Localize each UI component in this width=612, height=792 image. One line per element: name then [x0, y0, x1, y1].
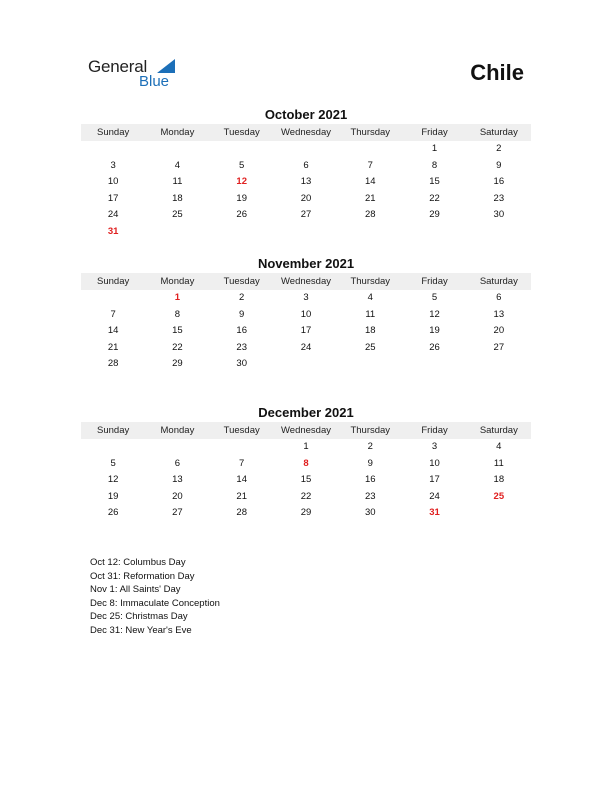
- country-title: Chile: [470, 60, 524, 85]
- day-cell: 18: [364, 325, 376, 336]
- day-cell: 28: [107, 358, 119, 369]
- day-cell: [338, 356, 402, 373]
- day-cell: 10: [107, 176, 119, 187]
- day-cell: 10: [300, 308, 312, 320]
- day-cell: 1: [431, 143, 438, 154]
- day-cell: 16: [364, 474, 376, 485]
- weekday-label: Tuesday: [223, 276, 260, 287]
- day-cell: 11: [365, 308, 376, 320]
- day-cell: 20: [493, 325, 505, 336]
- weekday-header-row: [81, 124, 531, 141]
- holiday-day-cell: 31: [429, 507, 440, 518]
- day-cell: 17: [107, 192, 119, 204]
- day-cell: 21: [364, 192, 376, 204]
- day-cell: 18: [172, 192, 183, 204]
- holiday-note: Nov 1: All Saints' Day: [90, 584, 181, 595]
- weekday-header-row: [81, 422, 531, 439]
- day-cell: 2: [367, 441, 373, 452]
- day-cell: 15: [172, 325, 183, 336]
- day-cell: 22: [429, 192, 440, 204]
- day-cell: 3: [431, 441, 438, 452]
- day-cell: 6: [303, 159, 309, 171]
- day-cell: [210, 439, 274, 456]
- weekday-label: Sunday: [97, 127, 130, 138]
- weekday-label: Thursday: [350, 276, 391, 287]
- day-cell: 15: [429, 176, 440, 187]
- day-cell: 18: [493, 474, 505, 485]
- holiday-note: Dec 31: New Year's Eve: [90, 624, 192, 636]
- holiday-day-cell: 8: [303, 457, 309, 469]
- day-cell: 15: [300, 474, 312, 485]
- day-cell: 29: [172, 358, 183, 369]
- week-row: [81, 340, 531, 357]
- day-cell: 24: [429, 490, 440, 502]
- weekday-label: Monday: [160, 127, 195, 138]
- day-cell: [274, 224, 338, 241]
- day-cell: 20: [172, 490, 183, 502]
- day-cell: [402, 224, 466, 241]
- day-cell: 26: [107, 507, 119, 518]
- day-cell: 3: [303, 292, 309, 303]
- day-cell: 4: [367, 292, 373, 303]
- day-cell: [81, 290, 145, 307]
- weekday-label: Tuesday: [223, 127, 260, 138]
- weekday-label: Saturday: [479, 276, 518, 287]
- holiday-day-cell: 1: [174, 292, 181, 303]
- day-cell: 25: [364, 341, 376, 353]
- day-cell: [81, 141, 145, 158]
- week-row: [81, 307, 531, 324]
- day-cell: [467, 356, 531, 373]
- day-cell: [81, 439, 145, 456]
- logo-triangle-icon: [157, 59, 175, 73]
- day-cell: 23: [236, 341, 247, 353]
- weekday-label: Monday: [160, 425, 195, 436]
- month-calendar-december: [81, 404, 531, 522]
- day-cell: 4: [174, 159, 181, 171]
- week-row: [81, 174, 531, 191]
- day-cell: 9: [367, 457, 373, 469]
- day-cell: 6: [496, 292, 502, 303]
- day-cell: [274, 141, 338, 158]
- day-cell: 2: [496, 143, 502, 154]
- day-cell: 25: [172, 209, 183, 220]
- day-cell: 11: [493, 457, 504, 469]
- day-cell: 26: [236, 209, 247, 220]
- day-cell: 12: [107, 474, 119, 485]
- day-cell: [338, 141, 402, 158]
- day-cell: 16: [493, 176, 505, 187]
- weekday-label: Wednesday: [280, 425, 331, 436]
- week-row: [81, 439, 531, 456]
- week-row: [81, 224, 531, 241]
- day-cell: 12: [429, 308, 440, 320]
- week-row: [81, 141, 531, 158]
- day-cell: 27: [493, 341, 505, 353]
- day-cell: [274, 356, 338, 373]
- day-cell: 10: [429, 457, 440, 469]
- weekday-label: Monday: [160, 276, 195, 287]
- day-cell: [210, 224, 274, 241]
- week-row: [81, 472, 531, 489]
- day-cell: 6: [174, 457, 181, 469]
- weekday-label: Sunday: [97, 276, 130, 287]
- day-cell: 9: [239, 308, 245, 320]
- week-row: [81, 158, 531, 175]
- holiday-note: Oct 31: Reformation Day: [90, 570, 195, 582]
- day-cell: [467, 505, 531, 522]
- day-cell: 30: [364, 507, 376, 518]
- day-cell: 19: [429, 325, 440, 336]
- week-row: [81, 456, 531, 473]
- weekday-label: Saturday: [479, 425, 518, 436]
- day-cell: 7: [239, 457, 245, 469]
- week-row: [81, 356, 531, 373]
- day-cell: 30: [493, 209, 505, 220]
- week-row: [81, 505, 531, 522]
- generalblue-logo: [88, 55, 198, 91]
- holiday-note: Oct 12: Columbus Day: [90, 557, 186, 568]
- month-title: December 2021: [258, 405, 354, 420]
- day-cell: 20: [300, 192, 312, 204]
- day-cell: 17: [300, 325, 312, 336]
- day-cell: 28: [364, 209, 376, 220]
- day-cell: 29: [429, 209, 440, 220]
- holiday-note: Dec 8: Immaculate Conception: [90, 597, 220, 609]
- day-cell: 8: [174, 308, 181, 320]
- day-cell: 21: [107, 341, 119, 353]
- day-cell: 14: [107, 325, 119, 336]
- weekday-label: Tuesday: [223, 425, 260, 436]
- weekday-label: Thursday: [350, 127, 391, 138]
- day-cell: 7: [367, 159, 373, 171]
- day-cell: 8: [431, 159, 438, 171]
- day-cell: 1: [303, 441, 309, 452]
- day-cell: 17: [429, 474, 440, 485]
- holiday-day-cell: 25: [493, 490, 505, 502]
- day-cell: 30: [236, 358, 247, 369]
- day-cell: 29: [300, 507, 312, 518]
- month-calendar-october: [81, 106, 531, 240]
- day-cell: 26: [429, 341, 440, 353]
- day-cell: 11: [172, 176, 183, 187]
- day-cell: [467, 224, 531, 241]
- day-cell: [402, 356, 466, 373]
- day-cell: [210, 141, 274, 158]
- logo-text-blue: Blue: [139, 73, 170, 90]
- weekday-header-row: [81, 273, 531, 290]
- holiday-notes-list: [90, 556, 220, 637]
- day-cell: 19: [107, 490, 119, 502]
- logo-text-general: General: [88, 57, 148, 76]
- day-cell: [145, 224, 209, 241]
- month-title: October 2021: [264, 107, 348, 122]
- weekday-label: Friday: [421, 425, 448, 436]
- day-cell: [145, 439, 209, 456]
- weekday-label: Thursday: [350, 425, 391, 436]
- day-cell: 28: [236, 507, 247, 518]
- day-cell: 27: [300, 209, 312, 220]
- weekday-label: Saturday: [479, 127, 518, 138]
- day-cell: 16: [236, 325, 247, 336]
- holiday-note: Dec 25: Christmas Day: [90, 611, 188, 622]
- day-cell: [338, 224, 402, 241]
- day-cell: 14: [236, 474, 247, 485]
- holiday-day-cell: 12: [236, 176, 247, 187]
- day-cell: 23: [493, 192, 505, 204]
- day-cell: 21: [236, 490, 247, 502]
- day-cell: 22: [172, 341, 183, 353]
- day-cell: 3: [110, 159, 116, 171]
- day-cell: 5: [239, 159, 245, 171]
- holiday-day-cell: 31: [107, 225, 119, 237]
- day-cell: 27: [172, 507, 183, 518]
- day-cell: 13: [300, 176, 312, 187]
- week-row: [81, 290, 531, 307]
- week-row: [81, 323, 531, 340]
- day-cell: 23: [364, 490, 376, 502]
- day-cell: [145, 141, 209, 158]
- month-title: November 2021: [257, 256, 355, 271]
- day-cell: 19: [236, 192, 247, 204]
- weekday-label: Wednesday: [280, 276, 331, 287]
- day-cell: 24: [107, 209, 119, 220]
- weekday-label: Friday: [421, 127, 448, 138]
- day-cell: 5: [431, 292, 438, 303]
- day-cell: 24: [300, 341, 312, 353]
- day-cell: 7: [110, 308, 116, 320]
- day-cell: 14: [364, 176, 376, 187]
- weekday-label: Friday: [421, 276, 448, 287]
- day-cell: 13: [172, 474, 183, 485]
- weekday-label: Wednesday: [280, 127, 331, 138]
- weekday-label: Sunday: [97, 425, 130, 436]
- day-cell: 2: [239, 292, 245, 303]
- day-cell: 22: [300, 490, 312, 502]
- week-row: [81, 489, 531, 506]
- week-row: [81, 207, 531, 224]
- day-cell: 5: [110, 457, 116, 469]
- day-cell: 9: [496, 159, 502, 171]
- month-calendar-november: [81, 255, 531, 373]
- week-row: [81, 191, 531, 208]
- day-cell: 4: [496, 441, 502, 452]
- day-cell: 13: [493, 308, 505, 320]
